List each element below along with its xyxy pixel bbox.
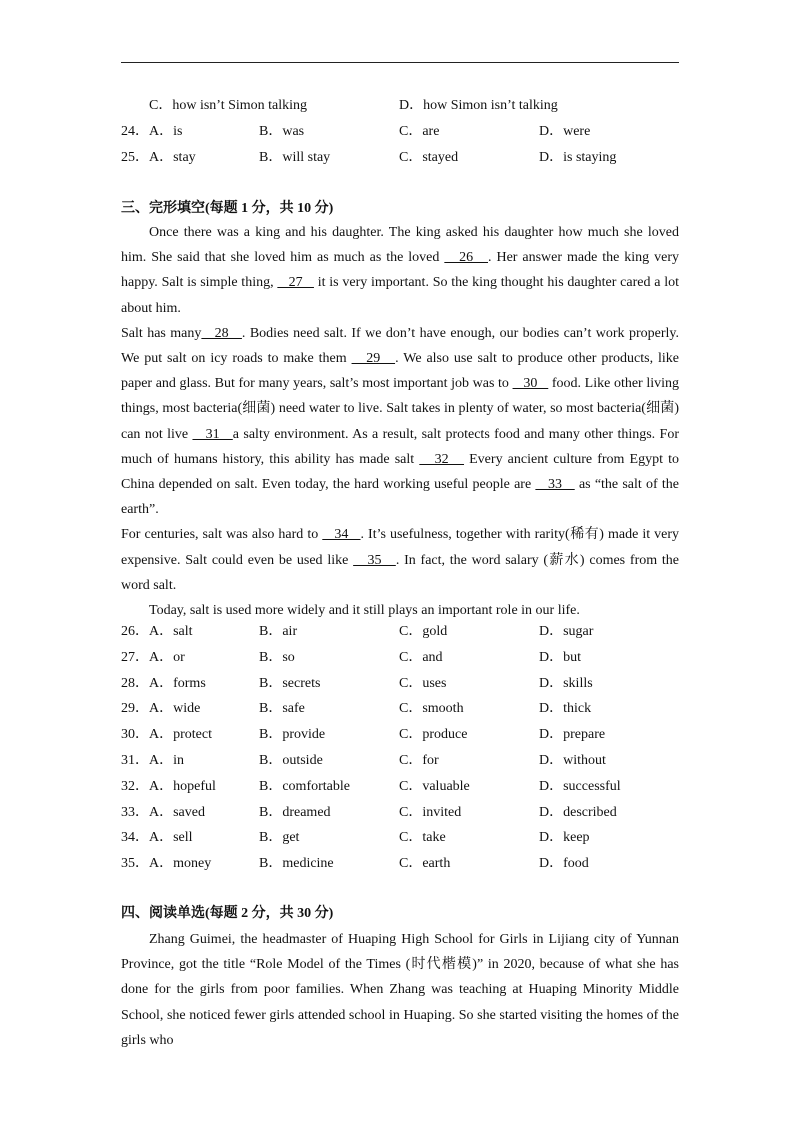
option-a: A．is [149,124,183,139]
question-number: 31． [121,753,149,768]
option-d: D．were [539,124,591,139]
passage-paragraph-2: Salt has many 28 . Bodies need salt. If we don’t have enough, our bodies can’t work properly. We put salt on icy roads to make them 29 . We also use salt to produce other products, like paper and glass. But for many years, salt’s most important job was to 30 food. Like other living things, most bacteria(细菌) need water to live. Salt takes in plenty of water, so most bacteria(细菌) can not live 31 a salty environment. As a result, salt protects food and many other things. For much of humans history, this ability has made salt 32 Every ancient culture from Egypt to China depended on salt. Even today, the hard working useful people are 33 as “the salt of the earth”. [121,325,680,518]
option-c: C．produce [399,727,468,743]
option-c: C．are [399,124,440,139]
option-c: C．and [399,649,443,665]
option-d: D．is staying [539,150,617,165]
option-a: A．salt [149,624,193,639]
blank-26: 26 [444,250,489,266]
option-a: A．money [149,856,212,872]
option-a: A．saved [149,804,205,820]
option-b: B．so [259,649,295,665]
option-c: C．uses [399,675,447,691]
option-d: D．described [539,804,617,820]
question-number: 24． [121,124,149,139]
option-b: B．will stay [259,150,331,165]
option-a: A．stay [149,150,196,165]
cloze-passage [121,220,679,623]
passage-paragraph-3: For centuries, salt was also hard to 34 . It’s usefulness, together with rarity(稀有) made it very expensive. Salt could even be used like 35 . In fact, the word salary (薪水) comes from the word salt. [121,527,680,593]
option-d: D．how Simon isn’t talking [399,98,558,113]
option-d: D．without [539,753,606,768]
option-c: C．take [399,830,446,846]
option-a: A．hopeful [149,778,216,794]
option-c: C．how isn’t Simon talking [149,98,308,113]
blank-30: 30 [512,376,549,392]
blank-29: 29 [351,351,396,367]
option-d: D．skills [539,675,593,691]
section-3-heading: 三、完形填空(每题 1 分，共 10 分) [121,201,334,216]
option-a: A．protect [149,727,212,743]
option-b: B．air [259,624,298,639]
blank-27: 27 [277,275,314,291]
option-c: C．smooth [399,701,464,717]
option-d: D．keep [539,830,590,846]
passage-paragraph-4: Today, salt is used more widely and it still plays an important role in our life. [149,603,580,619]
header-rule [121,62,679,63]
question-number: 30． [121,727,149,743]
option-c: C．invited [399,804,462,820]
blank-33: 33 [535,477,575,493]
question-number: 25． [121,150,149,165]
question-number: 27． [121,649,149,665]
option-b: B．provide [259,727,326,743]
question-number: 26． [121,624,149,639]
option-b: B．medicine [259,856,334,872]
option-d: D．successful [539,778,621,794]
reading-paragraph-1: Zhang Guimei, the headmaster of Huaping High School for Girls in Lijiang city of Yunnan Province, got the title “Role Model of the Times (时代楷模)” in 2020, because of what she has done for the girls from poor families. When Zhang was teaching at Huaping Minority Middle School, she noticed fewer girls attended school in Huaping. So she started visiting the homes of the girls who [121,932,679,1048]
option-d: D．food [539,856,589,872]
option-b: B．safe [259,701,305,717]
option-b: B．secrets [259,675,321,691]
option-c: C．valuable [399,778,470,794]
question-number: 35． [121,856,149,872]
option-c: C．gold [399,624,448,639]
option-c: C．earth [399,856,451,872]
question-number: 29． [121,701,149,717]
question-number: 33． [121,804,149,820]
option-a: A．in [149,753,184,768]
blank-31: 31 [192,426,233,442]
question-number: 34． [121,830,149,846]
reading-passage [121,927,679,1053]
option-d: D．prepare [539,727,606,743]
option-b: B．dreamed [259,804,331,820]
option-d: D．but [539,649,581,665]
option-c: C．stayed [399,150,459,165]
option-c: C．for [399,753,439,768]
blank-32: 32 [419,451,465,467]
option-a: A．wide [149,701,201,717]
section-4-heading: 四、阅读单选(每题 2 分，共 30 分) [121,906,334,921]
question-number: 28． [121,675,149,691]
option-b: B．get [259,830,300,846]
option-a: A．sell [149,830,193,846]
blank-35: 35 [353,552,396,568]
option-a: A．or [149,649,185,665]
option-b: B．was [259,124,305,139]
option-b: B．comfortable [259,778,350,794]
option-b: B．outside [259,753,323,768]
option-a: A．forms [149,675,206,691]
passage-paragraph-1: Once there was a king and his daughter. The king asked his daughter how much she loved him. She said that she loved him as much as the loved 26 . Her answer made the king very happy. Salt is simple thing, 27 it is very important. So the king thought his daughter cared a lot about him. [121,225,680,316]
blank-28: 28 [201,325,242,341]
option-d: D．thick [539,701,592,717]
option-d: D．sugar [539,624,594,639]
question-number: 32． [121,778,149,794]
blank-34: 34 [322,527,361,543]
